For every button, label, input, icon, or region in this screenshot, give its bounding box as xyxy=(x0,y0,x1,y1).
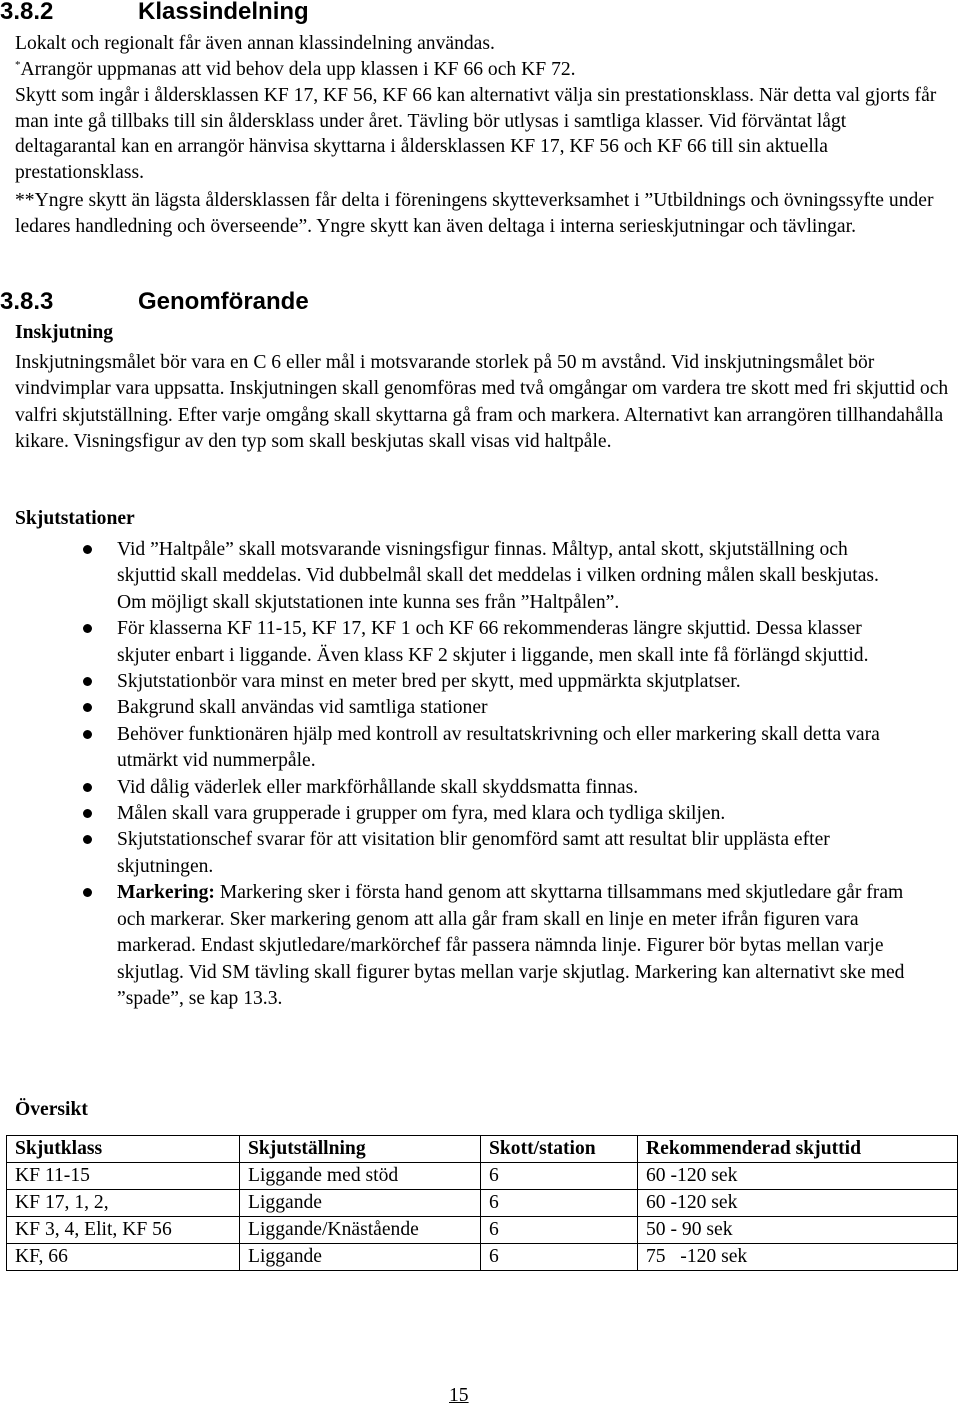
table-cell: Liggande xyxy=(240,1190,481,1217)
markering-label: Markering: xyxy=(117,882,215,904)
klassindelning-intro xyxy=(15,31,950,84)
table-header-row xyxy=(7,1136,958,1163)
column-header: Rekommenderad skjuttid xyxy=(638,1136,958,1163)
table-cell: KF 11-15 xyxy=(7,1163,240,1190)
intro-line-2 xyxy=(15,57,950,83)
list-item-text: Målen skall vara grupperade i grupper om fyra, med klara och tydliga skiljen. xyxy=(117,803,726,825)
table-cell: 6 xyxy=(481,1163,638,1190)
list-item xyxy=(0,537,907,616)
list-item-text: Skjutstationschef svarar för att visitation blir genomförd samt att resultat blir upplästa efter skjutningen. xyxy=(117,829,830,877)
table-row xyxy=(7,1190,958,1217)
table-cell: 60 -120 sek xyxy=(638,1190,958,1217)
section-heading-3-8-3 xyxy=(0,290,309,314)
list-item xyxy=(0,801,907,827)
section-number: 3.8.2 xyxy=(0,0,54,25)
list-item-markering xyxy=(0,880,907,1012)
bullet-icon xyxy=(83,703,92,712)
section-number: 3.8.3 xyxy=(0,288,54,315)
bullet-icon xyxy=(83,677,92,686)
bullet-icon xyxy=(83,809,92,818)
oversikt-table xyxy=(6,1135,958,1271)
markering-text: Markering sker i första hand genom att skyttarna tillsammans med skjutledare går fram och markerar. Sker markering genom att alla går fram skall en linje en meter ifrån figuren vara markerad. Endast skjutledare/markörchef får passera nämnda linje. Figurer bör bytas mellan varje skjutlag. Vid SM tävling skall figurer bytas mellan varje skjutlag. Markering kan alternativt ske med ”spade”, se kap 13.3. xyxy=(117,882,905,1009)
bullet-icon xyxy=(83,888,92,897)
footnote-marker: * xyxy=(15,59,21,72)
list-item xyxy=(0,695,907,721)
klassindelning-paragraph-1: Skytt som ingår i åldersklassen KF 17, KF 56, KF 66 kan alternativt välja sin prestationsklass. När detta val gjorts får man inte gå tillbaks till sin åldersklass under året. Tävling bör utlysas i samtliga klasser. Vid förväntat lågt deltagarantal kan en arrangör hänvisa skyttarna i åldersklassen KF 17, KF 56 och KF 66 till sin aktuella prestationsklass. xyxy=(15,85,937,183)
intro-line-2-text: Arrangör uppmanas att vid behov dela upp klassen i KF 66 och KF 72. xyxy=(20,59,576,81)
list-item-text: Bakgrund skall användas vid samtliga stationer xyxy=(117,697,488,719)
list-item-text: Vid ”Haltpåle” skall motsvarande visningsfigur finnas. Måltyp, antal skott, skjutställning och skjuttid skall meddelas. Vid dubbelmål skall det meddelas i vilken ordning målen skall beskjutas. Om möjligt skall skjutstationen inte kunna ses från ”Haltpålen”. xyxy=(117,539,879,613)
table-cell: KF 17, 1, 2, xyxy=(7,1190,240,1217)
table-cell: KF 3, 4, Elit, KF 56 xyxy=(7,1217,240,1244)
list-item-text: Skjutstationbör vara minst en meter bred per skytt, med uppmärkta skjutplatser. xyxy=(117,671,741,693)
table-cell: 6 xyxy=(481,1244,638,1271)
inskjutning-paragraph: Inskjutningsmålet bör vara en C 6 eller mål i motsvarande storlek på 50 m avstånd. Vid inskjutningsmålet bör vindvimplar vara uppsatta. Inskjutningen skall genomföras med två omgångar om vardera tre skott med fri skjuttid och valfri skjutställning. Efter varje omgång skall skyttarna gå fram och markera. Alternativt kan arrangören tillhandahålla kikare. Visningsfigur av den typ som skall beskjutas skall visas vid haltpåle. xyxy=(15,352,949,452)
page-number: 15 xyxy=(449,1385,469,1406)
bullet-icon xyxy=(83,624,92,633)
table-cell: Liggande med stöd xyxy=(240,1163,481,1190)
table-cell: 6 xyxy=(481,1217,638,1244)
table-cell: Liggande xyxy=(240,1244,481,1271)
section-title: Genomförande xyxy=(138,288,309,315)
table-cell: 6 xyxy=(481,1190,638,1217)
bullet-icon xyxy=(83,835,92,844)
table-cell: 60 -120 sek xyxy=(638,1163,958,1190)
table-row xyxy=(7,1244,958,1271)
table-cell: KF, 66 xyxy=(7,1244,240,1271)
bullet-icon xyxy=(83,730,92,739)
column-header: Skjutställning xyxy=(240,1136,481,1163)
table-cell: Liggande/Knästående xyxy=(240,1217,481,1244)
skjutstationer-heading: Skjutstationer xyxy=(15,508,135,529)
column-header: Skott/station xyxy=(481,1136,638,1163)
table-cell: 75 -120 sek xyxy=(638,1244,958,1271)
list-item xyxy=(0,669,907,695)
list-item xyxy=(0,722,907,775)
list-item-text: Vid dålig väderlek eller markförhållande skall skyddsmatta finnas. xyxy=(117,776,639,798)
skjutstationer-list xyxy=(0,537,950,1012)
table-cell: 50 - 90 sek xyxy=(638,1217,958,1244)
table-row xyxy=(7,1163,958,1190)
bullet-icon xyxy=(83,545,92,554)
section-heading-3-8-2 xyxy=(0,0,309,24)
table-row xyxy=(7,1217,958,1244)
section-title: Klassindelning xyxy=(138,0,309,25)
klassindelning-paragraph-2: **Yngre skytt än lägsta åldersklassen får delta i föreningens skytteverksamhet i ”Utbildnings och övningssyfte under ledares handledning och överseende”. Yngre skytt kan även deltaga i interna serieskjutningar och tävlingar. xyxy=(15,190,934,238)
oversikt-heading: Översikt xyxy=(15,1099,88,1120)
list-item-text: Behöver funktionären hjälp med kontroll av resultatskrivning och eller markering skall detta vara utmärkt vid nummerpåle. xyxy=(117,723,880,772)
column-header: Skjutklass xyxy=(7,1136,240,1163)
list-item xyxy=(0,775,907,801)
inskjutning-heading: Inskjutning xyxy=(15,322,114,343)
list-item xyxy=(0,827,907,880)
list-item-text: För klasserna KF 11-15, KF 17, KF 1 och KF 66 rekommenderas längre skjuttid. Dessa klasser skjuter enbart i liggande. Även klass KF 2 skjuter i liggande, men skall inte få förlängd skjuttid. xyxy=(117,618,869,666)
bullet-icon xyxy=(83,783,92,792)
list-item xyxy=(0,616,907,669)
intro-line-1: Lokalt och regionalt får även annan klassindelning användas. xyxy=(15,33,495,54)
